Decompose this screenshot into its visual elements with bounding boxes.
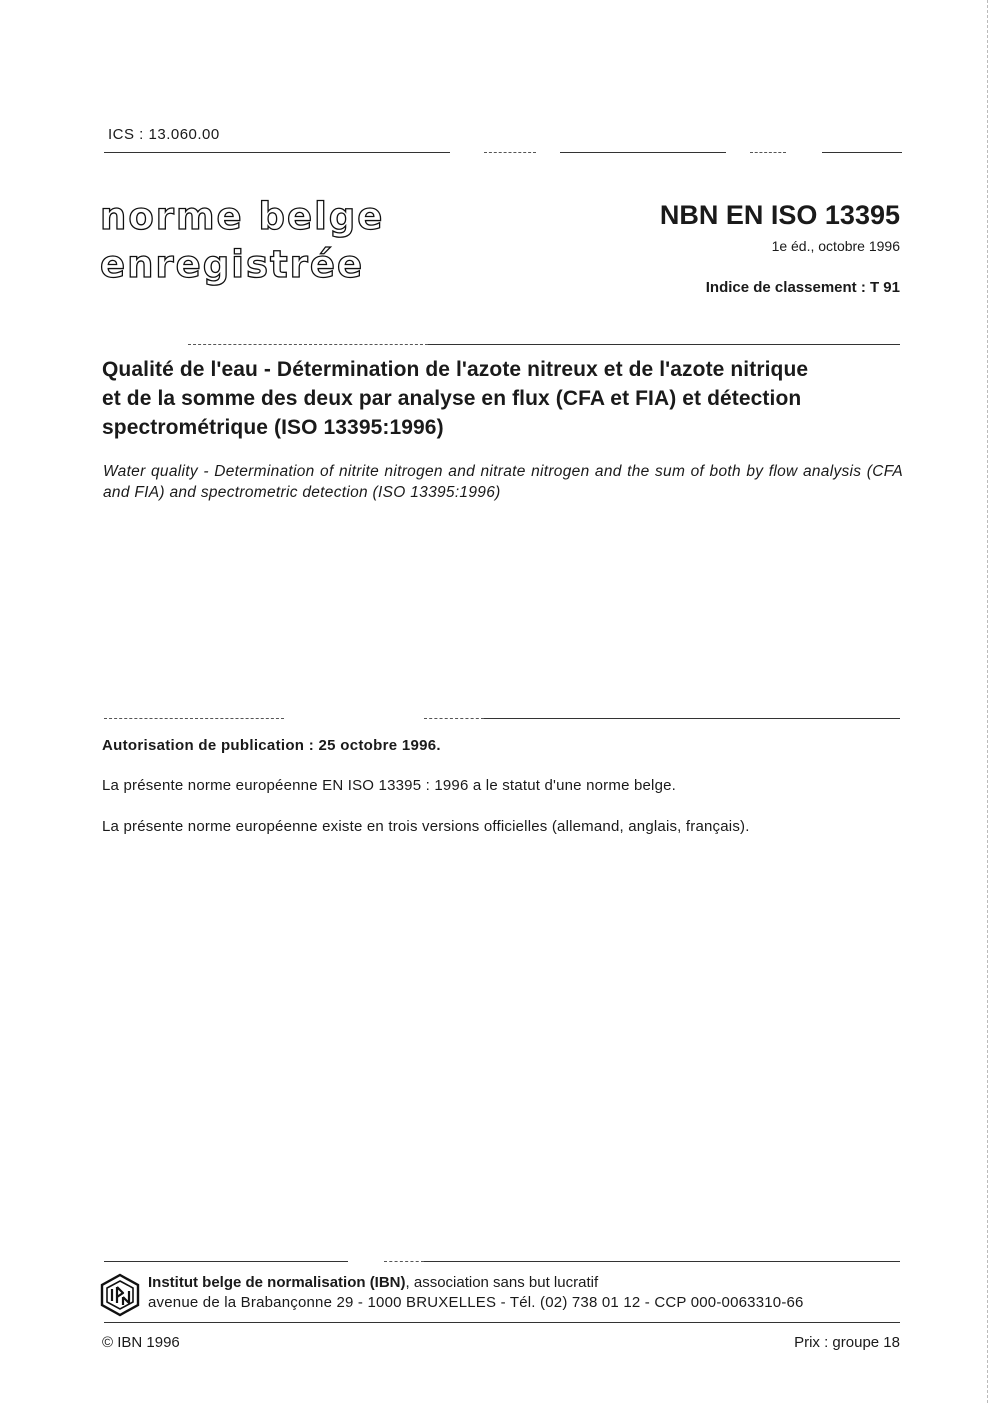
section-rule-dashed xyxy=(424,718,484,719)
ics-code: ICS : 13.060.00 xyxy=(108,126,220,143)
scan-edge-line xyxy=(987,0,988,1403)
section-rule xyxy=(484,718,900,719)
brand-line-2: enregistrée xyxy=(100,243,365,286)
ibn-logo-icon xyxy=(100,1273,140,1317)
header-rule xyxy=(560,152,726,153)
versions-paragraph: La présente norme européenne existe en trois versions officielles (allemand, anglais, français). xyxy=(102,818,750,835)
title-english: Water quality - Determination of nitrite nitrogen and nitrate nitrogen and the sum of both by flow analysis (CFA and FIA) and spectrometric detection (ISO 13395:1996) xyxy=(103,463,903,501)
classification-index: Indice de classement : T 91 xyxy=(705,279,900,296)
copyright: © IBN 1996 xyxy=(102,1334,180,1351)
institute-description: , association sans but lucratif xyxy=(405,1274,599,1291)
title-rule-dashed xyxy=(188,344,428,345)
footer-rule-dashed xyxy=(384,1261,424,1262)
standard-number: NBN EN ISO 13395 xyxy=(659,200,900,230)
price-group: Prix : groupe 18 xyxy=(794,1334,900,1351)
header-rule-dashed xyxy=(484,152,536,153)
header-rule xyxy=(822,152,902,153)
footer-rule xyxy=(104,1261,348,1262)
title-french-line: Qualité de l'eau - Détermination de l'azote nitreux et de l'azote nitrique xyxy=(102,358,809,381)
title-french xyxy=(102,355,902,442)
brand-line-1: norme belge xyxy=(100,195,385,238)
title-rule xyxy=(428,344,900,345)
footer-bottom-rule xyxy=(104,1322,900,1323)
status-paragraph: La présente norme européenne EN ISO 13395 : 1996 a le statut d'une norme belge. xyxy=(102,777,677,794)
footer-rule xyxy=(424,1261,900,1262)
institute-line xyxy=(148,1274,598,1291)
title-french-line: spectrométrique (ISO 13395:1996) xyxy=(102,416,444,439)
header-rule-dashed xyxy=(750,152,786,153)
publication-authorization: Autorisation de publication : 25 octobre 1996. xyxy=(102,737,441,754)
edition: 1e éd., octobre 1996 xyxy=(771,238,900,254)
header-rule xyxy=(104,152,450,153)
institute-name: Institut belge de normalisation (IBN) xyxy=(148,1274,406,1291)
section-rule-dashed xyxy=(104,718,284,719)
title-french-line: et de la somme des deux par analyse en flux (CFA et FIA) et détection xyxy=(102,387,802,410)
institute-address: avenue de la Brabançonne 29 - 1000 BRUXELLES - Tél. (02) 738 01 12 - CCP 000-0063310-66 xyxy=(148,1294,804,1311)
